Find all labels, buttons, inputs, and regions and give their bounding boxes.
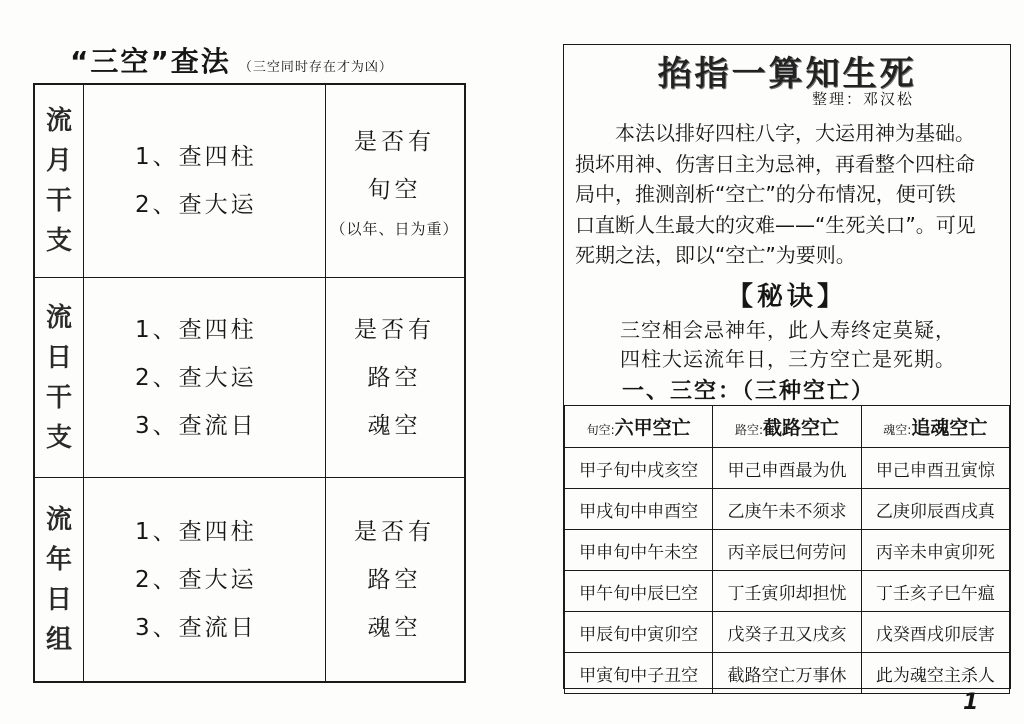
left-table-row xyxy=(35,477,464,682)
header-lukong: 路空:截路空亡 xyxy=(713,406,861,448)
header-hunkong: 魂空:追魂空亡 xyxy=(861,406,1009,448)
table-cell: 乙庚午未不须求 xyxy=(713,489,861,530)
row-label: 流 年 日 组 xyxy=(45,505,72,655)
check-items: 1、查四柱 2、查大运 xyxy=(135,144,257,218)
table-row xyxy=(565,530,1010,571)
table-cell: 截路空亡万事休 xyxy=(713,653,861,694)
header-xunkong: 旬空:六甲空亡 xyxy=(565,406,713,448)
table-cell: 丙辛辰巳何劳问 xyxy=(713,530,861,571)
section-heading: 一、三空：（三种空亡） xyxy=(622,379,876,404)
left-page-title xyxy=(70,40,490,76)
table-row xyxy=(565,653,1010,694)
table-cell: 甲己申酉最为仇 xyxy=(713,448,861,489)
left-title-text: “三空”查法 xyxy=(70,45,231,78)
table-cell: 甲申旬中午未空 xyxy=(565,530,713,571)
table-cell: 戊癸子丑又戌亥 xyxy=(713,612,861,653)
table-cell: 甲子旬中戌亥空 xyxy=(565,448,713,489)
author-credit: 整理：邓汉松 xyxy=(812,90,915,108)
table-cell: 丙辛未申寅卯死 xyxy=(861,530,1009,571)
table-row xyxy=(565,448,1010,489)
row-label: 流 日 干 支 xyxy=(45,303,72,453)
left-lookup-table xyxy=(33,83,466,683)
right-page-title: 掐指一算知生死 xyxy=(657,54,917,94)
table-row xyxy=(565,571,1010,612)
table-cell: 甲戌旬中申酉空 xyxy=(565,489,713,530)
secret-heading: 【秘诀】 xyxy=(726,282,847,312)
page-number: 1 xyxy=(963,690,979,715)
intro-paragraph: 本法以排好四柱八字，大运用神为基础。 损坏用神、伤害日主为忌神，再看整个四柱命 局中，推测剖析“空亡”的分布情况，便可铁 口直断人生最大的灾难——“生死关口”。可见 死期之法，即以“空亡”为要则。 xyxy=(575,121,976,267)
check-result: 是否有 路空 魂空 xyxy=(354,519,435,641)
table-cell: 甲己申酉丑寅惊 xyxy=(861,448,1009,489)
left-title-note: （三空同时存在才为凶） xyxy=(238,60,393,75)
table-cell: 乙庚卯辰酉戌真 xyxy=(861,489,1009,530)
table-header-row xyxy=(565,406,1010,448)
table-cell: 此为魂空主杀人 xyxy=(861,653,1009,694)
table-cell: 戊癸酉戌卯辰害 xyxy=(861,612,1009,653)
check-items: 1、查四柱 2、查大运 3、查流日 xyxy=(135,317,257,439)
three-kong-table xyxy=(564,405,1010,694)
table-cell: 甲午旬中辰巳空 xyxy=(565,571,713,612)
table-row xyxy=(565,612,1010,653)
table-cell: 丁壬寅卯却担忧 xyxy=(713,571,861,612)
table-cell: 甲寅旬中子丑空 xyxy=(565,653,713,694)
row-label: 流 月 干 支 xyxy=(45,106,72,256)
verse: 三空相会忌神年，此人寿终定莫疑， 四柱大运流年日，三方空亡是死期。 xyxy=(620,318,956,371)
result-note: （以年、日为重） xyxy=(330,220,459,238)
check-items: 1、查四柱 2、查大运 3、查流日 xyxy=(135,519,257,641)
left-table-row xyxy=(35,85,464,277)
table-cell: 甲辰旬中寅卯空 xyxy=(565,612,713,653)
check-result: 是否有 旬空 （以年、日为重） xyxy=(325,85,464,277)
left-table-row xyxy=(35,277,464,478)
table-row xyxy=(565,489,1010,530)
table-cell: 丁壬亥子巳午瘟 xyxy=(861,571,1009,612)
check-result: 是否有 路空 魂空 xyxy=(354,317,435,439)
